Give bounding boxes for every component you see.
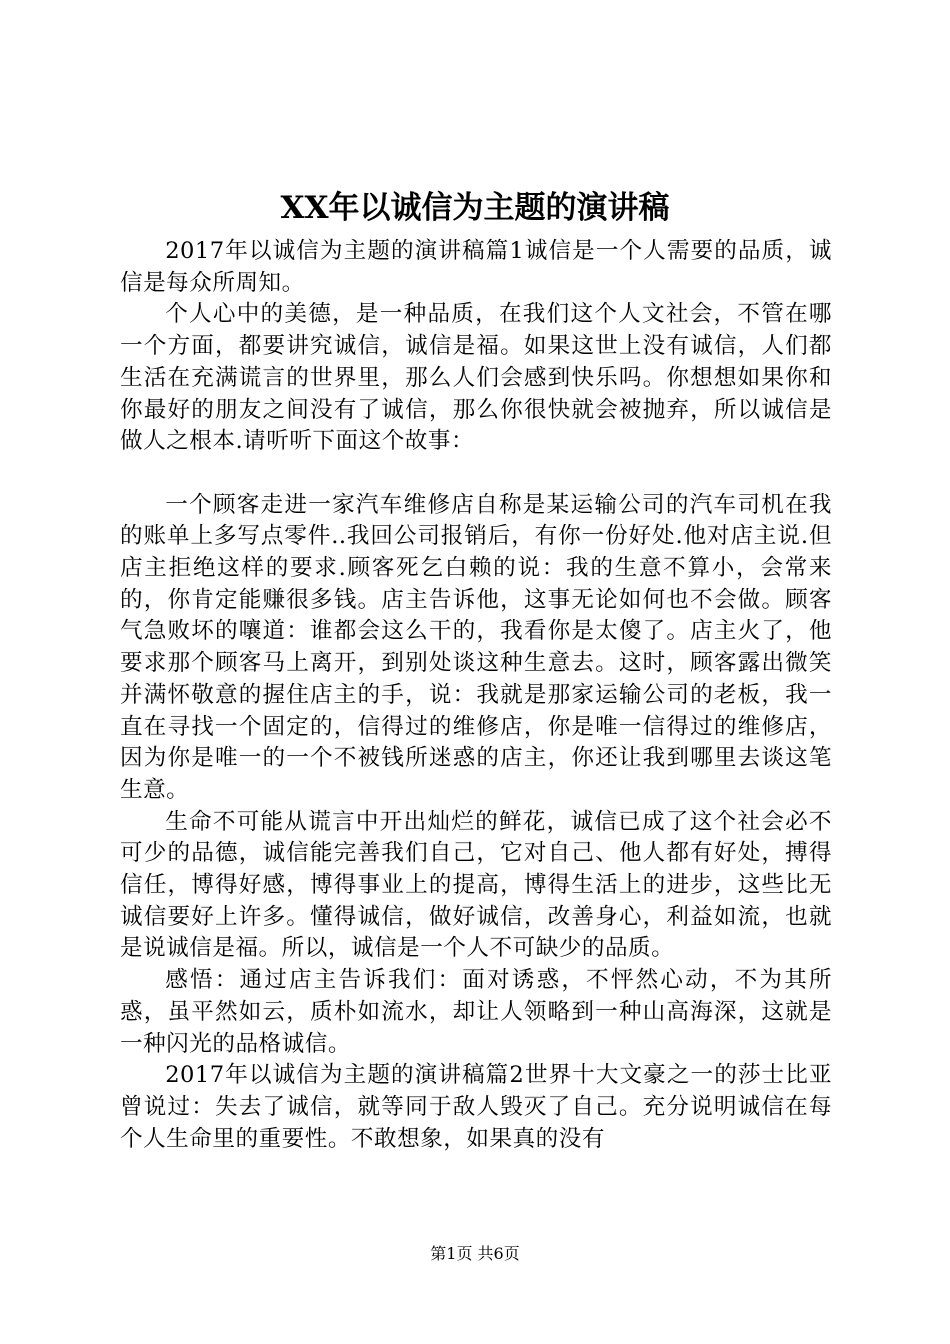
paragraph-4: 生命不可能从谎言中开出灿烂的鲜花，诚信已成了这个社会必不可少的品德，诚信能完善我们自己，它对自己、他人都有好处，搏得信任，博得好感，博得事业上的提高，博得生活上的进步，这些比无诚信要好上许多。懂得诚信，做好诚信，改善身心，利益如流，也就是说诚信是福。所以，诚信是一个人不可缺少的品质。 [120,808,832,962]
paragraph-1: 2017年以诚信为主题的演讲稿篇1诚信是一个人需要的品质，诚信是每众所周知。 [120,238,832,296]
paragraph-6: 2017年以诚信为主题的演讲稿篇2世界十大文豪之一的莎士比亚曾说过：失去了诚信，就等同于敌人毁灭了自己。充分说明诚信在每个人生命里的重要性。不敢想象，如果真的没有 [120,1062,832,1152]
paragraph-5: 感悟：通过店主告诉我们：面对诱惑，不怦然心动，不为其所惑，虽平然如云，质朴如流水，却让人领略到一种山高海深，这就是一种闪光的品格诚信。 [120,967,832,1057]
paragraph-spacer [120,458,832,490]
paragraph-2: 个人心中的美德，是一种品质，在我们这个人文社会，不管在哪一个方面，都要讲究诚信，诚信是福。如果这世上没有诚信，人们都生活在充满谎言的世界里，那么人们会感到快乐吗。你想想如果你和你最好的朋友之间没有了诚信，那么你很快就会被抛弃，所以诚信是做人之根本.请听听下面这个故事： [120,301,832,455]
paragraph-3: 一个顾客走进一家汽车维修店自称是某运输公司的汽车司机在我的账单上多写点零件..我回公司报销后，有你一份好处.他对店主说.但店主拒绝这样的要求.顾客死乞白赖的说：我的生意不算小，会常来的，你肯定能赚很多钱。店主告诉他，这事无论如何也不会做。顾客气急败坏的嚷道：谁都会这么干的，我看你是太傻了。店主火了，他要求那个顾客马上离开，到别处谈这种生意去。这时，顾客露出微笑并满怀敬意的握住店主的手，说：我就是那家运输公司的老板，我一直在寻找一个固定的，信得过的维修店，你是唯一信得过的维修店，因为你是唯一的一个不被钱所迷惑的店主，你还让我到哪里去谈这笔生意。 [120,491,832,803]
page-footer: 第1页 共6页 [430,1244,520,1263]
document-body [120,236,832,1155]
document-title: XX年以诚信为主题的演讲稿 [280,190,670,226]
